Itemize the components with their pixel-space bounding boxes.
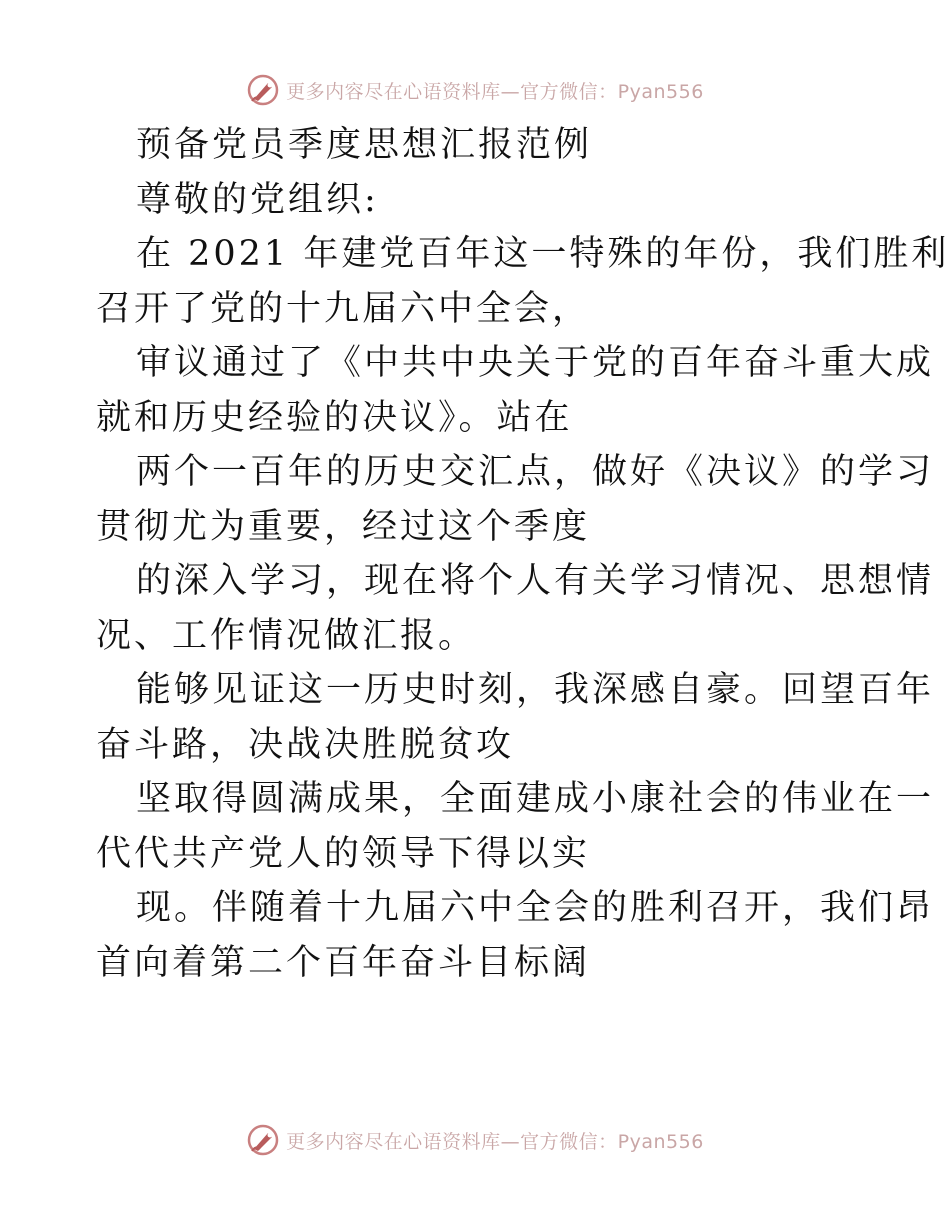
body-line: 坚取得圆满成果，全面建成小康社会的伟业在一	[136, 779, 935, 819]
watermark-text: 更多内容尽在心语资料库—官方微信：Pyan556	[286, 80, 704, 103]
document-title: 预备党员季度思想汇报范例	[136, 125, 593, 165]
watermark-text: 更多内容尽在心语资料库—官方微信：Pyan556	[286, 1130, 704, 1153]
salutation: 尊敬的党组织:	[136, 179, 379, 220]
body-paragraphs	[96, 227, 950, 990]
body-line: 审议通过了《中共中央关于党的百年奋斗重大成	[136, 343, 935, 383]
footer-watermark	[0, 1120, 950, 1160]
body-line: 奋斗路，决战决胜脱贫攻	[96, 724, 515, 765]
body-line: 的深入学习，现在将个人有关学习情况、思想情	[136, 561, 935, 601]
document-body	[96, 118, 950, 990]
body-line: 召开了党的十九届六中全会，	[96, 288, 591, 329]
body-line: 首向着第二个百年奋斗目标阔	[96, 942, 591, 983]
body-line: 在 2021 年建党百年这一特殊的年份，我们胜利	[136, 234, 950, 274]
pen-nib-seal-icon	[246, 1123, 280, 1157]
body-line: 两个一百年的历史交汇点，做好《决议》的学习	[136, 452, 935, 492]
body-line: 代代共产党人的领导下得以实	[96, 833, 591, 874]
pen-nib-seal-icon	[246, 73, 280, 107]
body-line: 现。伴随着十九届六中全会的胜利召开，我们昂	[136, 888, 935, 928]
body-line: 就和历史经验的决议》。站在	[96, 397, 573, 438]
header-watermark	[0, 70, 950, 110]
body-line: 能够见证这一历史时刻，我深感自豪。回望百年	[136, 670, 935, 710]
body-line: 况、工作情况做汇报。	[96, 615, 477, 656]
body-line: 贯彻尤为重要，经过这个季度	[96, 506, 591, 547]
